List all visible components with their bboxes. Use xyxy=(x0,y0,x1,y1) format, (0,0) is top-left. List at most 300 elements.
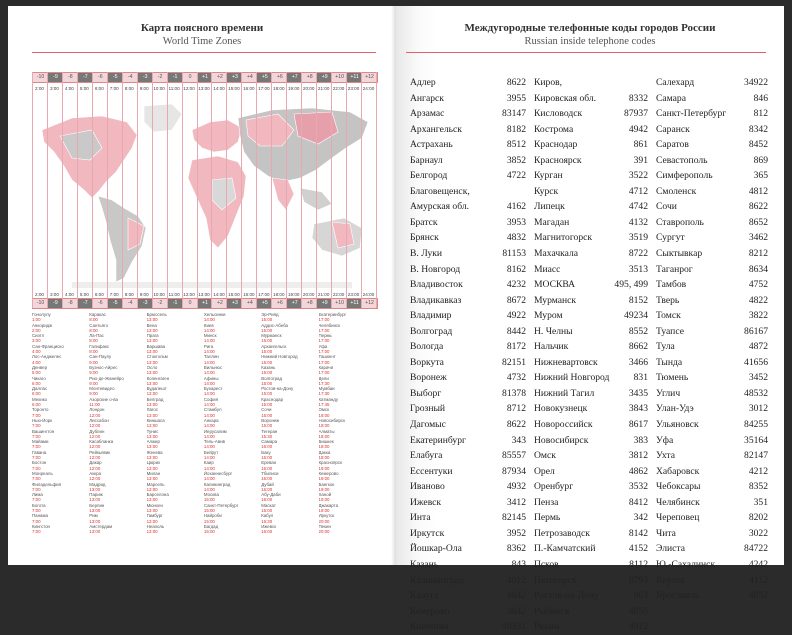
zone-boundary-line xyxy=(107,72,108,308)
code-row xyxy=(534,448,648,464)
city-name: Таганрог xyxy=(656,263,693,275)
phone-code: 8452 xyxy=(748,139,768,151)
city-name: Мурманск xyxy=(534,294,577,306)
city-name: Екатеринбург xyxy=(410,434,466,446)
city-name: Кингстон xyxy=(32,523,50,529)
city-time-entry xyxy=(147,323,204,334)
city-name: Москва xyxy=(203,492,219,498)
city-name: Вашингтон xyxy=(32,428,55,434)
city-time-entry xyxy=(204,450,261,461)
city-name: Симферополь xyxy=(656,170,713,182)
code-row xyxy=(656,199,768,215)
city-time-entry xyxy=(204,460,261,471)
code-row xyxy=(410,153,526,169)
city-name: Екатеринбург xyxy=(318,312,347,317)
code-row xyxy=(410,106,526,122)
code-row xyxy=(656,184,768,200)
city-name: Катманду xyxy=(318,396,339,402)
code-row xyxy=(534,184,648,200)
city-time-entry xyxy=(319,365,376,376)
code-row xyxy=(534,230,648,246)
city-time-entry xyxy=(147,482,204,493)
city-name: Петрозаводск xyxy=(534,527,590,539)
city-time: 9:00 xyxy=(89,380,98,386)
city-name: Карачи xyxy=(318,364,334,370)
city-time: 17:30 xyxy=(318,380,330,386)
city-name: Тбилиси xyxy=(261,470,279,476)
city-time: 7:00 xyxy=(32,529,41,535)
phone-code: 3842 xyxy=(506,605,526,617)
phone-code: 3522 xyxy=(628,170,648,182)
city-name: Архангельск xyxy=(410,123,462,135)
hour-label: 9:00 xyxy=(139,292,149,297)
phone-code: 8342 xyxy=(748,123,768,135)
phone-code: 49234 xyxy=(624,310,648,322)
city-name: Курган xyxy=(534,170,563,182)
city-name: Стокгольм xyxy=(146,354,168,360)
phone-code: 8332 xyxy=(628,92,648,104)
hour-label: 6:00 xyxy=(94,292,104,297)
city-time-entry xyxy=(204,439,261,450)
code-row xyxy=(534,262,648,278)
zone-offset-label: -4 xyxy=(127,74,133,80)
code-row xyxy=(656,526,768,542)
city-name: Будапешт xyxy=(146,386,167,392)
zone-boundary-line xyxy=(92,72,93,308)
city-time-entry xyxy=(32,439,89,450)
zone-offset-label: -7 xyxy=(78,73,93,82)
city-time-entry xyxy=(89,503,146,514)
city-name: Цюрих xyxy=(146,460,161,466)
city-name: Сочи xyxy=(656,201,677,213)
phone-code: 8622 xyxy=(506,77,526,88)
city-time-entry xyxy=(261,524,318,535)
city-name: Йоханнесбург xyxy=(203,470,233,476)
city-time: 7:00 xyxy=(32,455,41,461)
code-row xyxy=(410,215,526,231)
hour-label: 7:00 xyxy=(109,86,119,91)
city-time: 14:00 xyxy=(203,444,215,450)
city-time: 13:00 xyxy=(146,423,158,429)
zone-boundary-line xyxy=(286,72,287,308)
city-time-entry xyxy=(204,471,261,482)
city-time: 9:00 xyxy=(89,370,98,376)
city-time-entry xyxy=(319,344,376,355)
city-time-entry xyxy=(89,492,146,503)
hour-label: 19:00 xyxy=(287,86,300,91)
city-name: Каракас xyxy=(89,312,106,317)
zone-offset-label: +11 xyxy=(347,299,362,308)
city-name: Воронеж xyxy=(410,372,447,384)
city-time-entry xyxy=(147,376,204,387)
city-name: Сан-Франциско xyxy=(32,343,64,349)
city-name: Аддис-Абеба xyxy=(261,322,288,328)
phone-code: 3466 xyxy=(628,356,648,368)
zone-offset-label: +12 xyxy=(365,74,374,80)
phone-code: 3462 xyxy=(748,232,768,244)
city-time: 13:00 xyxy=(146,359,158,365)
city-time: 12:00 xyxy=(89,476,101,482)
city-time: 7:00 xyxy=(32,423,41,429)
code-row xyxy=(410,386,526,402)
city-name: Джакарта xyxy=(318,502,339,508)
city-time: 2:00 xyxy=(32,327,41,333)
city-time-entry xyxy=(261,471,318,482)
city-name: Берлин xyxy=(89,502,105,508)
city-time: 16:00 xyxy=(261,486,273,492)
city-name: Мюнхен xyxy=(146,502,163,508)
city-name: Касабланка xyxy=(89,439,114,445)
code-row xyxy=(656,464,768,480)
city-time-entry xyxy=(261,376,318,387)
city-time: 15:00 xyxy=(261,349,273,355)
code-row xyxy=(656,293,768,309)
phone-code: 3952 xyxy=(506,527,526,539)
city-time-entry xyxy=(319,354,376,365)
city-time: 19:00 xyxy=(318,497,330,503)
hour-label: 24:00 xyxy=(362,86,375,91)
city-time: 15:00 xyxy=(261,423,273,429)
city-time-entry xyxy=(319,407,376,418)
city-time: 13:00 xyxy=(146,327,158,333)
city-name: Вологда xyxy=(410,341,444,353)
code-row xyxy=(656,75,768,91)
city-name: Владимир xyxy=(410,310,452,322)
zone-boundary-line xyxy=(316,72,317,308)
city-name: Ухта xyxy=(656,450,675,462)
city-name: Бухарест xyxy=(203,386,223,392)
city-time-entry xyxy=(319,439,376,450)
city-time-entry xyxy=(204,386,261,397)
hour-label: 3:00 xyxy=(49,292,59,297)
phone-code: 8412 xyxy=(628,496,648,508)
phone-code: 8652 xyxy=(748,216,768,228)
phone-code: 3435 xyxy=(628,387,648,399)
city-time-entry xyxy=(319,323,376,334)
phone-code: 8712 xyxy=(506,403,526,415)
phone-code: 343 xyxy=(511,434,526,446)
city-time: 19:00 xyxy=(318,507,330,513)
city-time-entry xyxy=(89,482,146,493)
city-name: Кировская обл. xyxy=(534,92,597,104)
code-row xyxy=(410,122,526,138)
city-name: Иркутск xyxy=(410,527,445,539)
zone-boundary-line xyxy=(77,72,78,308)
city-time-entry xyxy=(89,312,146,323)
india-landmass xyxy=(272,178,294,210)
city-time: 12:00 xyxy=(89,433,101,439)
phone-code: 8152 xyxy=(628,294,648,306)
city-name: Рига xyxy=(203,343,214,349)
city-name: Кинешма xyxy=(410,621,449,633)
city-time-entry xyxy=(261,513,318,524)
city-time-entry xyxy=(204,323,261,334)
city-time-entry xyxy=(147,386,204,397)
hour-label: 22:00 xyxy=(332,86,345,91)
city-name: Нижний Новгород xyxy=(534,372,610,384)
city-name: Челябинск xyxy=(656,496,700,508)
phone-code: 4752 xyxy=(748,279,768,291)
code-row xyxy=(534,573,648,589)
city-time: 17:00 xyxy=(318,349,330,355)
city-name: Волгоград xyxy=(261,375,283,381)
code-row xyxy=(656,153,768,169)
code-row xyxy=(656,355,768,371)
hour-label: 14:00 xyxy=(213,86,225,91)
city-time-entry xyxy=(261,429,318,440)
hour-bar-top xyxy=(32,84,376,93)
city-time-entry xyxy=(32,354,89,365)
city-time-entry xyxy=(89,323,146,334)
city-name: Челябинск xyxy=(318,322,341,328)
city-name: Рейкьявик xyxy=(89,449,111,455)
city-name: Тегеран xyxy=(261,428,278,434)
greenland-landmass xyxy=(144,104,182,132)
phone-code: 4732 xyxy=(506,372,526,384)
zone-boundary-line xyxy=(301,72,302,308)
code-row xyxy=(534,370,648,386)
zone-offset-label: +4 xyxy=(246,74,253,80)
city-time-entry xyxy=(147,460,204,471)
city-name: Абу-Даби xyxy=(261,492,281,498)
city-name: Бейрут xyxy=(203,449,219,455)
city-time-entry xyxy=(147,513,204,524)
city-time-entry xyxy=(261,365,318,376)
city-time-entry xyxy=(261,439,318,450)
city-name: Ульяновск xyxy=(656,419,699,431)
city-time: 12:00 xyxy=(89,412,101,418)
city-name: Йошкар-Ола xyxy=(410,543,462,555)
city-time: 17:30 xyxy=(318,391,330,397)
zone-boundary-line xyxy=(241,72,242,308)
phone-code: 8634 xyxy=(748,263,768,275)
phone-code: 84722 xyxy=(744,543,768,555)
city-name: Казань xyxy=(410,558,439,570)
city-time-entry xyxy=(89,460,146,471)
city-name: Самара xyxy=(261,439,278,445)
city-time: 16:00 xyxy=(261,507,273,513)
city-time: 13:00 xyxy=(146,380,158,386)
city-name: Дакка xyxy=(318,449,331,455)
code-row xyxy=(656,370,768,386)
city-name: Париж xyxy=(89,492,103,498)
phone-code: 4242 xyxy=(748,558,768,570)
city-time-entry xyxy=(32,365,89,376)
city-name: Саранск xyxy=(656,123,690,135)
city-time: 13:00 xyxy=(89,518,101,524)
city-name: Вена xyxy=(146,322,157,328)
city-name: Брянск xyxy=(410,232,439,244)
hour-label: 5:00 xyxy=(79,86,89,91)
city-name: Рим xyxy=(89,513,98,519)
phone-code: 4742 xyxy=(628,201,648,213)
code-row xyxy=(656,433,768,449)
zone-offset-label: +1 xyxy=(198,299,213,308)
city-time: 13:00 xyxy=(89,486,101,492)
city-time-entry xyxy=(204,344,261,355)
code-row xyxy=(410,168,526,184)
page-telephone-codes xyxy=(396,6,784,633)
city-time: 12:00 xyxy=(89,423,101,429)
phone-code: 3532 xyxy=(628,481,648,493)
phone-code: 351 xyxy=(753,496,768,508)
city-time-entry xyxy=(204,333,261,344)
book-spread xyxy=(8,6,784,633)
city-time: 14:00 xyxy=(203,455,215,461)
code-row xyxy=(410,619,526,635)
city-name: Ла-Пас xyxy=(89,333,104,339)
city-name: Адлер xyxy=(410,77,436,88)
hour-label: 20:00 xyxy=(302,86,315,91)
city-time: 6:00 xyxy=(32,402,41,408)
city-name: Орел xyxy=(534,465,555,477)
city-time: 7:00 xyxy=(32,412,41,418)
city-time-entry xyxy=(319,524,376,535)
city-name: Архангельск xyxy=(261,343,287,349)
phone-code: 3412 xyxy=(506,496,526,508)
city-time: 16:00 xyxy=(261,455,273,461)
city-name: Муром xyxy=(534,310,563,322)
city-name: Рыбинск xyxy=(534,605,570,617)
city-time-entry xyxy=(147,418,204,429)
city-name: Неаполь xyxy=(146,523,165,529)
city-time-entry xyxy=(89,439,146,450)
zone-offset-label: -8 xyxy=(68,74,73,80)
city-name: Гонолулу xyxy=(32,312,51,317)
code-row xyxy=(656,262,768,278)
code-row xyxy=(410,137,526,153)
hour-label: 9:00 xyxy=(139,86,149,91)
city-time: 13:00 xyxy=(146,529,158,535)
code-row xyxy=(410,604,526,620)
city-name: Хабаровск xyxy=(656,465,700,477)
city-name: Тула xyxy=(656,341,675,353)
city-time-entry xyxy=(261,323,318,334)
code-row xyxy=(656,168,768,184)
city-name: Пермь xyxy=(534,512,561,524)
code-row xyxy=(656,588,768,604)
city-name: Амстердам xyxy=(89,523,113,529)
city-time: 6:00 xyxy=(32,380,41,386)
city-name: Оренбург xyxy=(534,481,574,493)
world-map-graphic xyxy=(32,100,376,288)
city-time-entry xyxy=(204,492,261,503)
city-name: Инта xyxy=(410,512,431,524)
phone-code: 87937 xyxy=(624,108,648,120)
phone-code: 4722 xyxy=(506,170,526,182)
code-row xyxy=(534,122,648,138)
hour-label: 16:00 xyxy=(243,86,255,91)
zone-boundary-line xyxy=(211,72,212,308)
phone-code: 8182 xyxy=(506,123,526,135)
city-time: 17:45 xyxy=(318,402,330,408)
hour-label: 23:00 xyxy=(347,292,360,297)
code-row xyxy=(534,619,648,635)
city-name: Ижевск xyxy=(261,523,277,529)
phone-code: 41656 xyxy=(744,356,768,368)
city-name: Панама xyxy=(32,513,48,519)
city-name: Самара xyxy=(656,92,686,104)
city-name: Осло xyxy=(146,364,158,370)
title-rule xyxy=(32,52,376,53)
city-time-entry xyxy=(261,397,318,408)
city-time: 16:00 xyxy=(261,444,273,450)
city-name: Аккра xyxy=(89,470,101,476)
code-row xyxy=(534,324,648,340)
code-row xyxy=(656,541,768,557)
phone-code: 8142 xyxy=(628,527,648,539)
zone-offset-label: +6 xyxy=(276,74,283,80)
city-name: Сочи xyxy=(261,407,272,413)
city-name: Варшава xyxy=(146,343,166,349)
code-row xyxy=(656,557,768,573)
city-time: 19:00 xyxy=(318,486,330,492)
code-row xyxy=(534,479,648,495)
city-time-entry xyxy=(32,450,89,461)
city-time: 13:00 xyxy=(146,391,158,397)
city-name: Ижевск xyxy=(410,496,442,508)
phone-code: 4132 xyxy=(628,216,648,228)
city-name: Бишкек xyxy=(318,439,334,445)
phone-code: 495, 499 xyxy=(614,279,648,291)
phone-code: 86167 xyxy=(744,325,768,337)
city-time-entry xyxy=(261,333,318,344)
city-name: Ставрополь xyxy=(656,216,704,228)
phone-code: 8617 xyxy=(628,419,648,431)
phone-code: 383 xyxy=(633,434,648,446)
city-name: Тель-Авив xyxy=(203,439,225,445)
city-name: Воркута xyxy=(410,356,444,368)
code-row xyxy=(410,339,526,355)
city-name: Иерусалим xyxy=(203,428,227,434)
code-row xyxy=(656,215,768,231)
city-name: Буэнос-Айрес xyxy=(89,364,118,370)
city-time: 20:00 xyxy=(318,529,330,535)
hour-label: 10:00 xyxy=(153,86,165,91)
cities-column xyxy=(204,312,261,534)
city-time: 15:00 xyxy=(261,380,273,386)
zone-offset-label: -8 xyxy=(68,300,73,306)
city-time: 14:00 xyxy=(203,370,215,376)
city-name: Ростов-на-Дону xyxy=(261,386,294,392)
city-time: 14:00 xyxy=(203,338,215,344)
phone-code: 34922 xyxy=(744,77,768,88)
city-time-entry xyxy=(89,513,146,524)
city-name: Марсель xyxy=(146,481,165,487)
city-time: 16:00 xyxy=(261,465,273,471)
city-name: Владивосток xyxy=(410,279,463,291)
hour-label: 11:00 xyxy=(168,292,180,297)
city-time: 17:00 xyxy=(318,359,330,365)
zone-offset-label: 0 xyxy=(188,300,192,306)
city-time-entry xyxy=(32,376,89,387)
city-name: Торонто xyxy=(32,407,49,413)
phone-code: 4232 xyxy=(506,279,526,291)
code-row xyxy=(410,479,526,495)
code-row xyxy=(534,293,648,309)
city-time: 8:00 xyxy=(89,317,98,323)
city-time-entry xyxy=(319,503,376,514)
phone-code: 4852 xyxy=(748,590,768,602)
zone-boundary-line xyxy=(47,72,48,308)
zone-offset-label: +2 xyxy=(216,74,223,80)
code-row xyxy=(534,277,648,293)
city-time-entry xyxy=(261,418,318,429)
city-time: 14:00 xyxy=(203,465,215,471)
code-row xyxy=(534,308,648,324)
city-time-entry xyxy=(261,386,318,397)
code-row xyxy=(534,246,648,262)
